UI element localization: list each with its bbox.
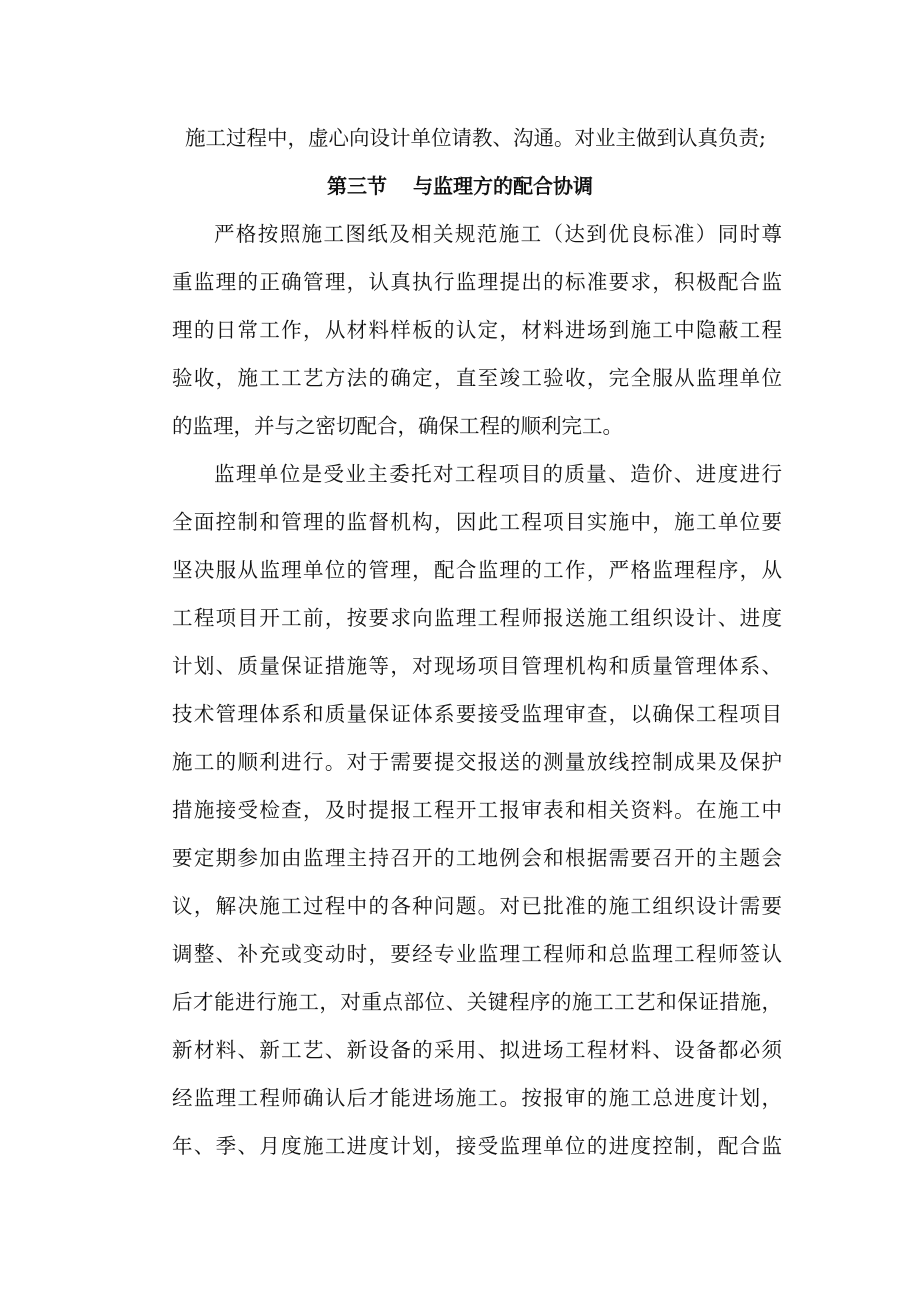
paragraph-line: 验收，施工工艺方法的确定，直至竣工验收，完全服从监理单位 (172, 366, 782, 390)
section-number: 第三节 (327, 174, 387, 198)
paragraph-line: 经监理工程师确认后才能进场施工。按报审的施工总进度计划， (172, 1086, 782, 1110)
paragraph-line: 理的日常工作，从材料样板的认定，材料进场到施工中隐蔽工程 (172, 318, 782, 342)
paragraph-line: 措施接受检查，及时提报工程开工报审表和相关资料。在施工中 (172, 798, 782, 822)
section-title: 与监理方的配合协调 (413, 174, 593, 198)
paragraph-line: 坚决服从监理单位的管理，配合监理的工作，严格监理程序，从 (172, 558, 782, 582)
paragraph-line: 新材料、新工艺、新设备的采用、拟进场工程材料、设备都必须 (172, 1038, 782, 1062)
paragraph-line: 监理单位是受业主委托对工程项目的质量、造价、进度进行 (214, 462, 782, 486)
paragraph-line: 技术管理体系和质量保证体系要接受监理审查，以确保工程项目 (172, 702, 782, 726)
section-heading (0, 172, 920, 200)
paragraph-line: 重监理的正确管理，认真执行监理提出的标准要求，积极配合监 (172, 270, 782, 294)
paragraph-line: 议，解决施工过程中的各种问题。对已批准的施工组织设计需要 (172, 894, 782, 918)
paragraph-line: 严格按照施工图纸及相关规范施工（达到优良标准）同时尊 (214, 222, 782, 246)
paragraph-line: 施工的顺利进行。对于需要提交报送的测量放线控制成果及保护 (172, 750, 782, 774)
paragraph-line: 全面控制和管理的监督机构，因此工程项目实施中，施工单位要 (172, 510, 782, 534)
paragraph-line: 年、季、月度施工进度计划，接受监理单位的进度控制，配合监 (172, 1134, 782, 1158)
paragraph-line: 计划、质量保证措施等，对现场项目管理机构和质量管理体系、 (172, 654, 782, 678)
paragraph-line: 工程项目开工前，按要求向监理工程师报送施工组织设计、进度 (172, 606, 782, 630)
paragraph-line: 的监理，并与之密切配合，确保工程的顺利完工。 (172, 414, 623, 438)
intro-line: 施工过程中，虚心向设计单位请教、沟通。对业主做到认真负责; (185, 126, 766, 150)
paragraph-line: 要定期参加由监理主持召开的工地例会和根据需要召开的主题会 (172, 846, 782, 870)
paragraph-line: 调整、补充或变动时，要经专业监理工程师和总监理工程师签认 (172, 942, 782, 966)
paragraph-line: 后才能进行施工，对重点部位、关键程序的施工工艺和保证措施， (172, 990, 782, 1014)
